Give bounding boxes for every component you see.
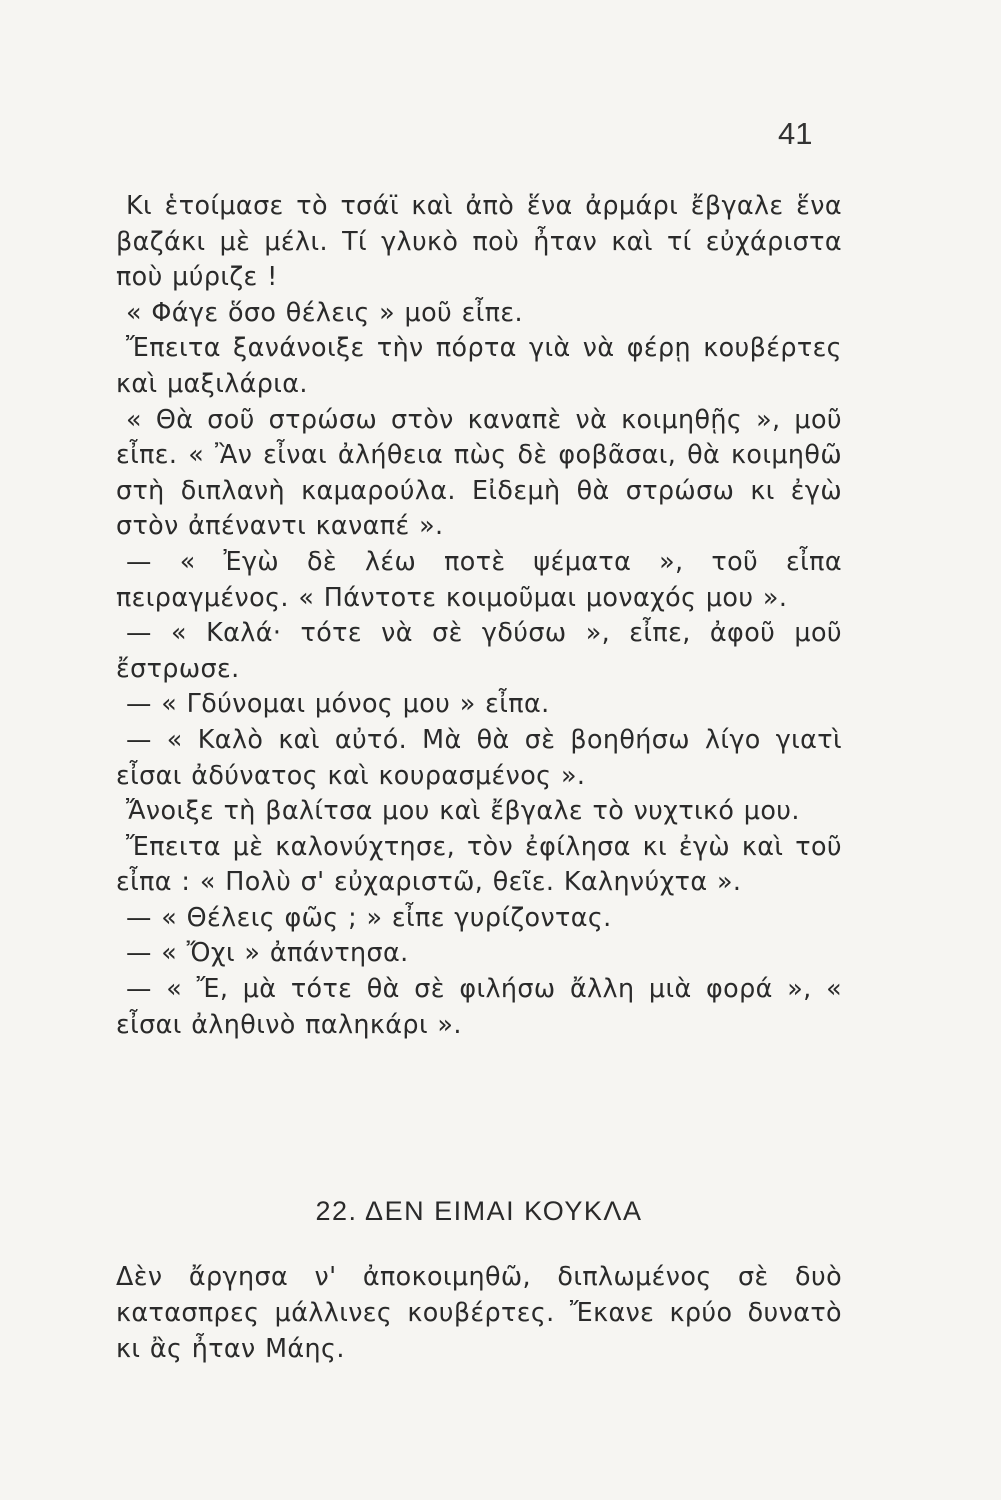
paragraph: — « Καλὸ καὶ αὐτό. Μὰ θὰ σὲ βοηθήσω λίγο γιατὶ εἶσαι ἀδύνατος καὶ κουρασμένος ». <box>116 723 842 790</box>
paragraph: — « Γδύνομαι μόνος μου » εἶπα. <box>126 688 550 719</box>
page-number: 41 <box>778 116 813 151</box>
paragraph: « Θὰ σοῦ στρώσω στὸν καναπὲ νὰ κοιμηθῇς », μοῦ εἶπε. « Ἂν εἶναι ἀλήθεια πὼς δὲ φοβᾶσαι, θὰ κοιμηθῶ στὴ διπλανὴ καμαρούλα. Εἰδεμὴ θὰ στρώσω κι ἐγὼ στὸν ἀπέναντι καναπέ ». <box>116 403 842 541</box>
paragraph: — « Καλά· τότε νὰ σὲ γδύσω », εἶπε, ἀφοῦ μοῦ ἔστρωσε. <box>116 617 842 683</box>
paragraph: Ἔπειτα ξανάνοιξε τὴν πόρτα γιὰ νὰ φέρῃ κουβέρτες καὶ μαξιλάρια. <box>116 332 842 398</box>
body-text <box>116 188 842 1042</box>
paragraph: — « Ὄχι » ἀπάντησα. <box>126 937 409 968</box>
paragraph: — « Θέλεις φῶς ; » εἶπε γυρίζοντας. <box>126 901 612 932</box>
chapter-text <box>116 1258 842 1366</box>
paragraph: — « Ἐγὼ δὲ λέω ποτὲ ψέματα », τοῦ εἶπα πειραγμένος. « Πάντοτε κοιμοῦμαι μοναχός μου ». <box>116 545 842 612</box>
paragraph: Ἄνοιξε τὴ βαλίτσα μου καὶ ἔβγαλε τὸ νυχτικό μου. <box>126 795 800 826</box>
paragraph: Κι ἑτοίμασε τὸ τσάϊ καὶ ἀπὸ ἕνα ἀρμάρι ἔβγαλε ἕνα βαζάκι μὲ μέλι. Τί γλυκὸ ποὺ ἦταν καὶ τί εὐχάριστα ποὺ μύριζε ! <box>116 190 842 292</box>
paragraph: « Φάγε ὅσο θέλεις » μοῦ εἶπε. <box>126 296 524 327</box>
paragraph: Ἔπειτα μὲ καλονύχτησε, τὸν ἐφίλησα κι ἐγὼ καὶ τοῦ εἶπα : « Πολὺ σ' εὐχαριστῶ, θεῖε. Καληνύχτα ». <box>116 830 842 897</box>
paragraph: Δὲν ἄργησα ν' ἀποκοιμηθῶ, διπλωμένος σὲ δυὸ κατασπρες μάλλινες κουβέρτες. Ἔκανε κρύο δυνατὸ κι ἂς ἦταν Μάης. <box>116 1261 842 1363</box>
chapter-title: 22. ΔΕΝ ΕΙΜΑΙ ΚΟΥΚΛΑ <box>315 1196 643 1226</box>
paragraph: — « Ἔ, μὰ τότε θὰ σὲ φιλήσω ἄλλη μιὰ φορά », « εἶσαι ἀληθινὸ παληκάρι ». <box>116 973 842 1039</box>
